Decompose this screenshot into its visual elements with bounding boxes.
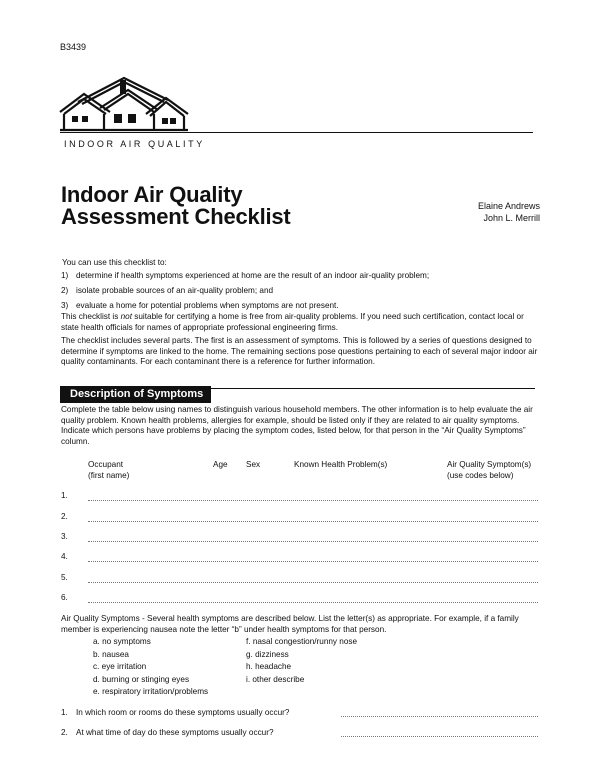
list-item: 2) isolate probable sources of an air-quality problem; and xyxy=(61,286,274,295)
symptom-code: h. headache xyxy=(246,662,292,671)
intro-text: You can use this checklist to: xyxy=(62,258,167,267)
table-row-line[interactable] xyxy=(88,602,538,603)
title-line-1: Indoor Air Quality xyxy=(61,182,243,207)
page-title xyxy=(61,184,291,228)
symptom-code: b. nausea xyxy=(93,650,129,659)
author-2: John L. Merrill xyxy=(483,213,540,223)
question-number: 1. xyxy=(61,708,68,717)
certification-note: This checklist is not suitable for certifying a home is free from air-quality problems. If you need such certification, contact local or state health officials for names of appropriate professional engineering firms. xyxy=(61,312,524,332)
table-instructions: Complete the table below using names to distinguish various household members. The other information is to help evaluate the air quality problem. Known health problems, allergies for example, should be listed only if they are related to air quality symptoms. Indicate which persons have problems by placing the symptom codes, listed below, for that person in the “Air Quality Symptoms” column. xyxy=(61,405,533,446)
symptom-code: c. eye irritation xyxy=(93,662,147,671)
checklist-overview: The checklist includes several parts. The first is an assessment of symptoms. This is followed by a series of questions designed to determine if symptoms are linked to the home. The remaining sections pose questions pertaining to each of several major indoor air quality contaminants. For each contaminant there is a reference for further information. xyxy=(61,336,538,366)
uses-list xyxy=(61,271,541,316)
answer-line[interactable] xyxy=(341,716,538,717)
question-text: At what time of day do these symptoms usually occur? xyxy=(76,728,274,737)
series-label: INDOOR AIR QUALITY xyxy=(64,139,205,149)
authors xyxy=(478,200,540,224)
houses-logo-icon xyxy=(58,72,190,132)
table-row-number: 5. xyxy=(61,573,68,582)
table-row-number: 2. xyxy=(61,512,68,521)
column-header-age: Age xyxy=(213,460,228,469)
table-row-number: 6. xyxy=(61,593,68,602)
author-1: Elaine Andrews xyxy=(477,201,540,211)
table-row-line[interactable] xyxy=(88,561,538,562)
symptom-codes-intro: Air Quality Symptoms - Several health symptoms are described below. List the letter(s) as appropriate. For example, if a family member is experiencing nausea note the letter “b” under health symptoms for that person. xyxy=(61,614,519,634)
question-number: 2. xyxy=(61,728,68,737)
column-header-aq-symptoms: Air Quality Symptom(s) (use codes below) xyxy=(447,460,532,480)
table-row-number: 3. xyxy=(61,532,68,541)
header-rule xyxy=(60,132,533,133)
symptom-code: g. dizziness xyxy=(246,650,289,659)
column-header-occupant: Occupant (first name) xyxy=(88,460,130,480)
table-row-line[interactable] xyxy=(88,582,538,583)
question-text: In which room or rooms do these symptoms usually occur? xyxy=(76,708,290,717)
list-item: 1) determine if health symptoms experienced at home are the result of an indoor air-quality problem; xyxy=(61,271,430,280)
table-row-line[interactable] xyxy=(88,500,538,501)
symptom-code: i. other describe xyxy=(246,675,305,684)
symptom-code: d. burning or stinging eyes xyxy=(93,675,190,684)
column-header-sex: Sex xyxy=(246,460,261,469)
table-row-line[interactable] xyxy=(88,541,538,542)
symptom-code: e. respiratory irritation/problems xyxy=(93,687,209,696)
document-id: B3439 xyxy=(60,42,87,52)
section-heading: Description of Symptoms xyxy=(60,386,211,403)
symptom-code: f. nasal congestion/runny nose xyxy=(246,637,358,646)
table-row-line[interactable] xyxy=(88,521,538,522)
list-item: 3) evaluate a home for potential problems when symptoms are not present. xyxy=(61,301,339,310)
symptom-code: a. no symptoms xyxy=(93,637,151,646)
column-header-known-health: Known Health Problem(s) xyxy=(294,460,388,469)
answer-line[interactable] xyxy=(341,736,538,737)
title-line-2: Assessment Checklist xyxy=(61,204,291,229)
table-row-number: 4. xyxy=(61,552,68,561)
table-row-number: 1. xyxy=(61,491,68,500)
